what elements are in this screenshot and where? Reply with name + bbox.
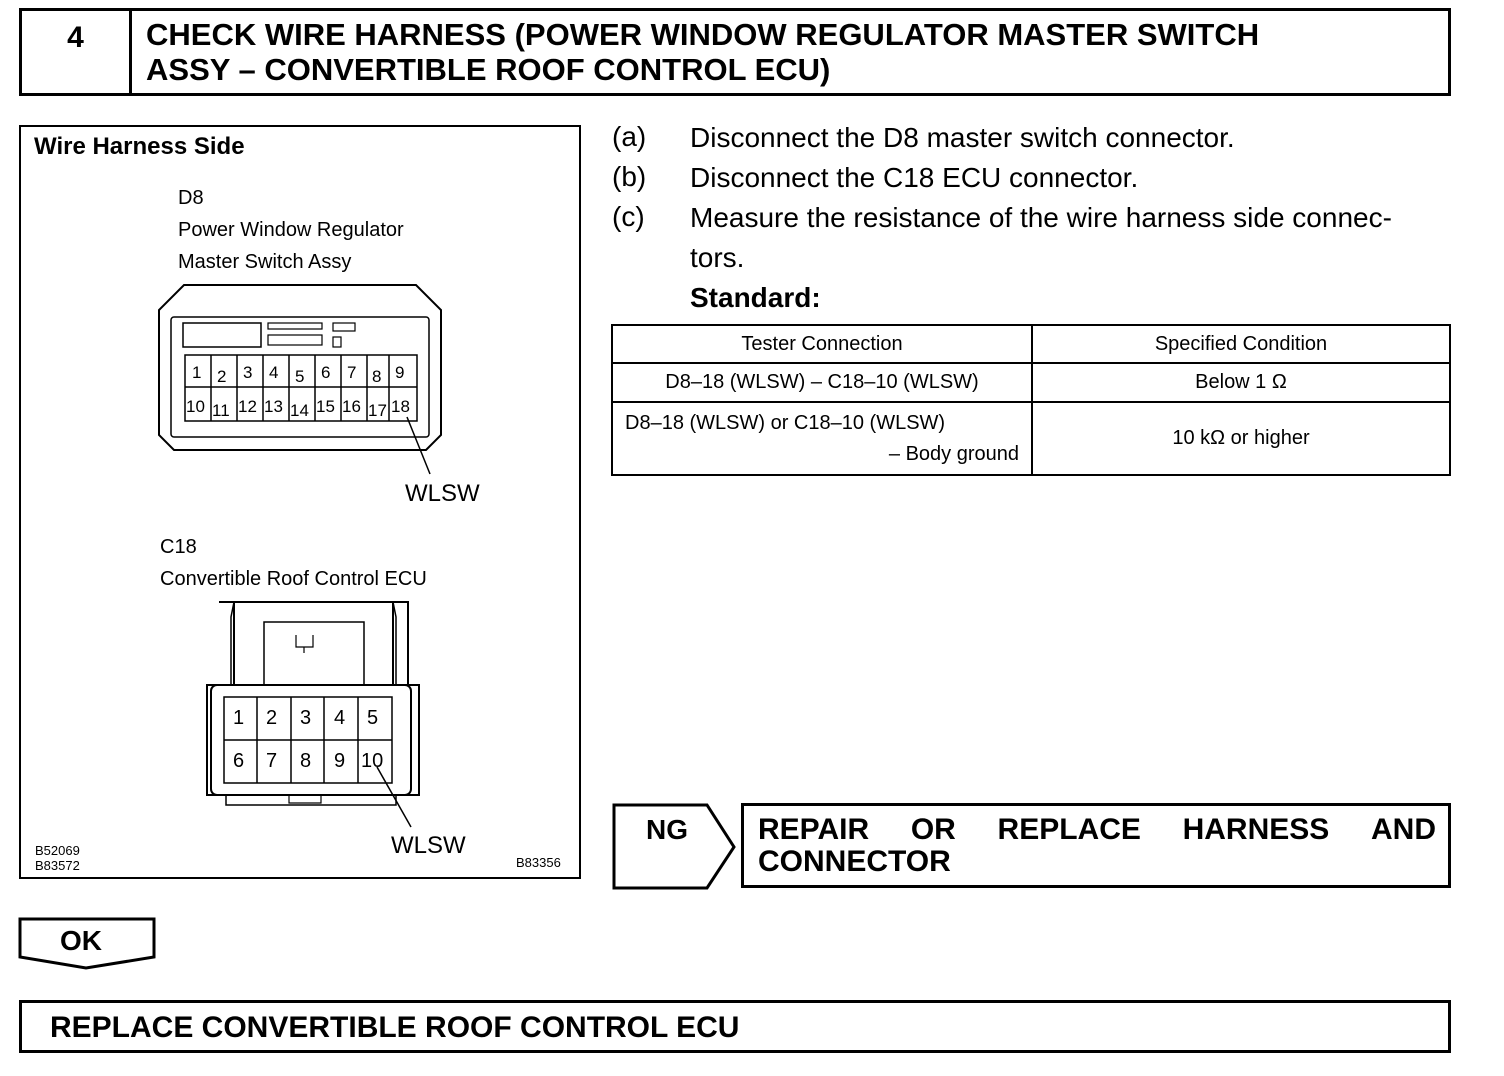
diagram-heading: Wire Harness Side: [34, 133, 245, 160]
step-title-line2: ASSY – CONVERTIBLE ROOF CONTROL ECU): [146, 52, 831, 87]
c18-wire-label: WLSW: [391, 832, 466, 859]
table-row: [612, 402, 1450, 475]
d8-pin: 3: [243, 363, 253, 382]
step-title-line1: CHECK WIRE HARNESS (POWER WINDOW REGULATOR MASTER SWITCH: [146, 17, 1260, 52]
spec-table: [611, 324, 1451, 476]
ng-result-box: [741, 803, 1451, 888]
step-b-text: Disconnect the C18 ECU connector.: [690, 162, 1139, 193]
d8-pin: 6: [321, 363, 331, 382]
c18-pin: 10: [361, 750, 384, 772]
d8-pin: 10: [186, 397, 205, 416]
c18-pin: 8: [300, 750, 312, 772]
c18-pin: 6: [233, 750, 245, 772]
d8-pin: 13: [264, 397, 283, 416]
d8-code: D8: [178, 187, 204, 209]
c18-pin: 5: [367, 707, 379, 729]
step-c-text: Measure the resistance of the wire harness side connec- tors.: [690, 202, 1392, 273]
table-row: [612, 363, 1450, 402]
d8-pin: 9: [395, 363, 405, 382]
step-b-letter: (b): [612, 161, 647, 192]
d8-pin: 1: [192, 363, 202, 382]
c18-code: C18: [160, 536, 197, 558]
d8-wire-label: WLSW: [405, 480, 480, 507]
table-cell: D8–18 (WLSW) – C18–10 (WLSW): [612, 363, 1032, 402]
d8-pin: 16: [342, 397, 361, 416]
c18-pin: 4: [334, 707, 346, 729]
step-a-text: Disconnect the D8 master switch connector.: [690, 122, 1235, 153]
ref-code-right: B83356: [516, 855, 561, 870]
d8-pin: 4: [269, 363, 279, 382]
d8-pin: 2: [217, 367, 227, 386]
c18-pin: 7: [266, 750, 278, 772]
d8-wire-leader: [407, 417, 430, 474]
connector-diagram: [19, 125, 581, 879]
ref-code-left: B52069 B83572: [35, 843, 80, 873]
table-cell: D8–18 (WLSW) or C18–10 (WLSW) – Body ground: [612, 402, 1032, 475]
d8-pin: 5: [295, 367, 305, 386]
c18-wire-leader: [377, 767, 411, 827]
step-a-letter: (a): [612, 121, 647, 152]
d8-pin: 12: [238, 397, 257, 416]
ok-result-box: REPLACE CONVERTIBLE ROOF CONTROL ECU: [19, 1000, 1451, 1053]
step-number: 4: [22, 11, 132, 93]
c18-pin: 9: [334, 750, 346, 772]
d8-pin: 7: [347, 363, 357, 382]
d8-pin: 17: [368, 401, 387, 420]
table-header: Tester Connection: [612, 325, 1032, 363]
standard-label: Standard:: [690, 282, 821, 313]
ng-label: NG: [646, 814, 688, 845]
step-title: [146, 17, 1436, 87]
table-cell: 10 kΩ or higher: [1032, 402, 1450, 475]
d8-pin: 14: [290, 401, 309, 420]
d8-pin: 8: [372, 367, 382, 386]
c18-pin: 2: [266, 707, 278, 729]
table-cell: Below 1 Ω: [1032, 363, 1450, 402]
d8-pin: 11: [212, 401, 230, 420]
ok-label: OK: [60, 925, 102, 956]
ng-result-line1: REPAIR OR REPLACE HARNESS AND: [758, 813, 1436, 846]
c18-pin: 3: [300, 707, 312, 729]
d8-pin: 18: [391, 397, 410, 416]
step-c-letter: (c): [612, 201, 645, 232]
ng-result-line2: CONNECTOR: [758, 845, 951, 878]
step-header: [19, 8, 1451, 96]
c18-name: Convertible Roof Control ECU: [160, 568, 427, 590]
d8-name-line2: Master Switch Assy: [178, 251, 352, 273]
d8-pin: 15: [316, 397, 335, 416]
table-header: Specified Condition: [1032, 325, 1450, 363]
c18-pin: 1: [233, 707, 245, 729]
d8-name-line1: Power Window Regulator: [178, 219, 404, 241]
table-header-row: [612, 325, 1450, 363]
